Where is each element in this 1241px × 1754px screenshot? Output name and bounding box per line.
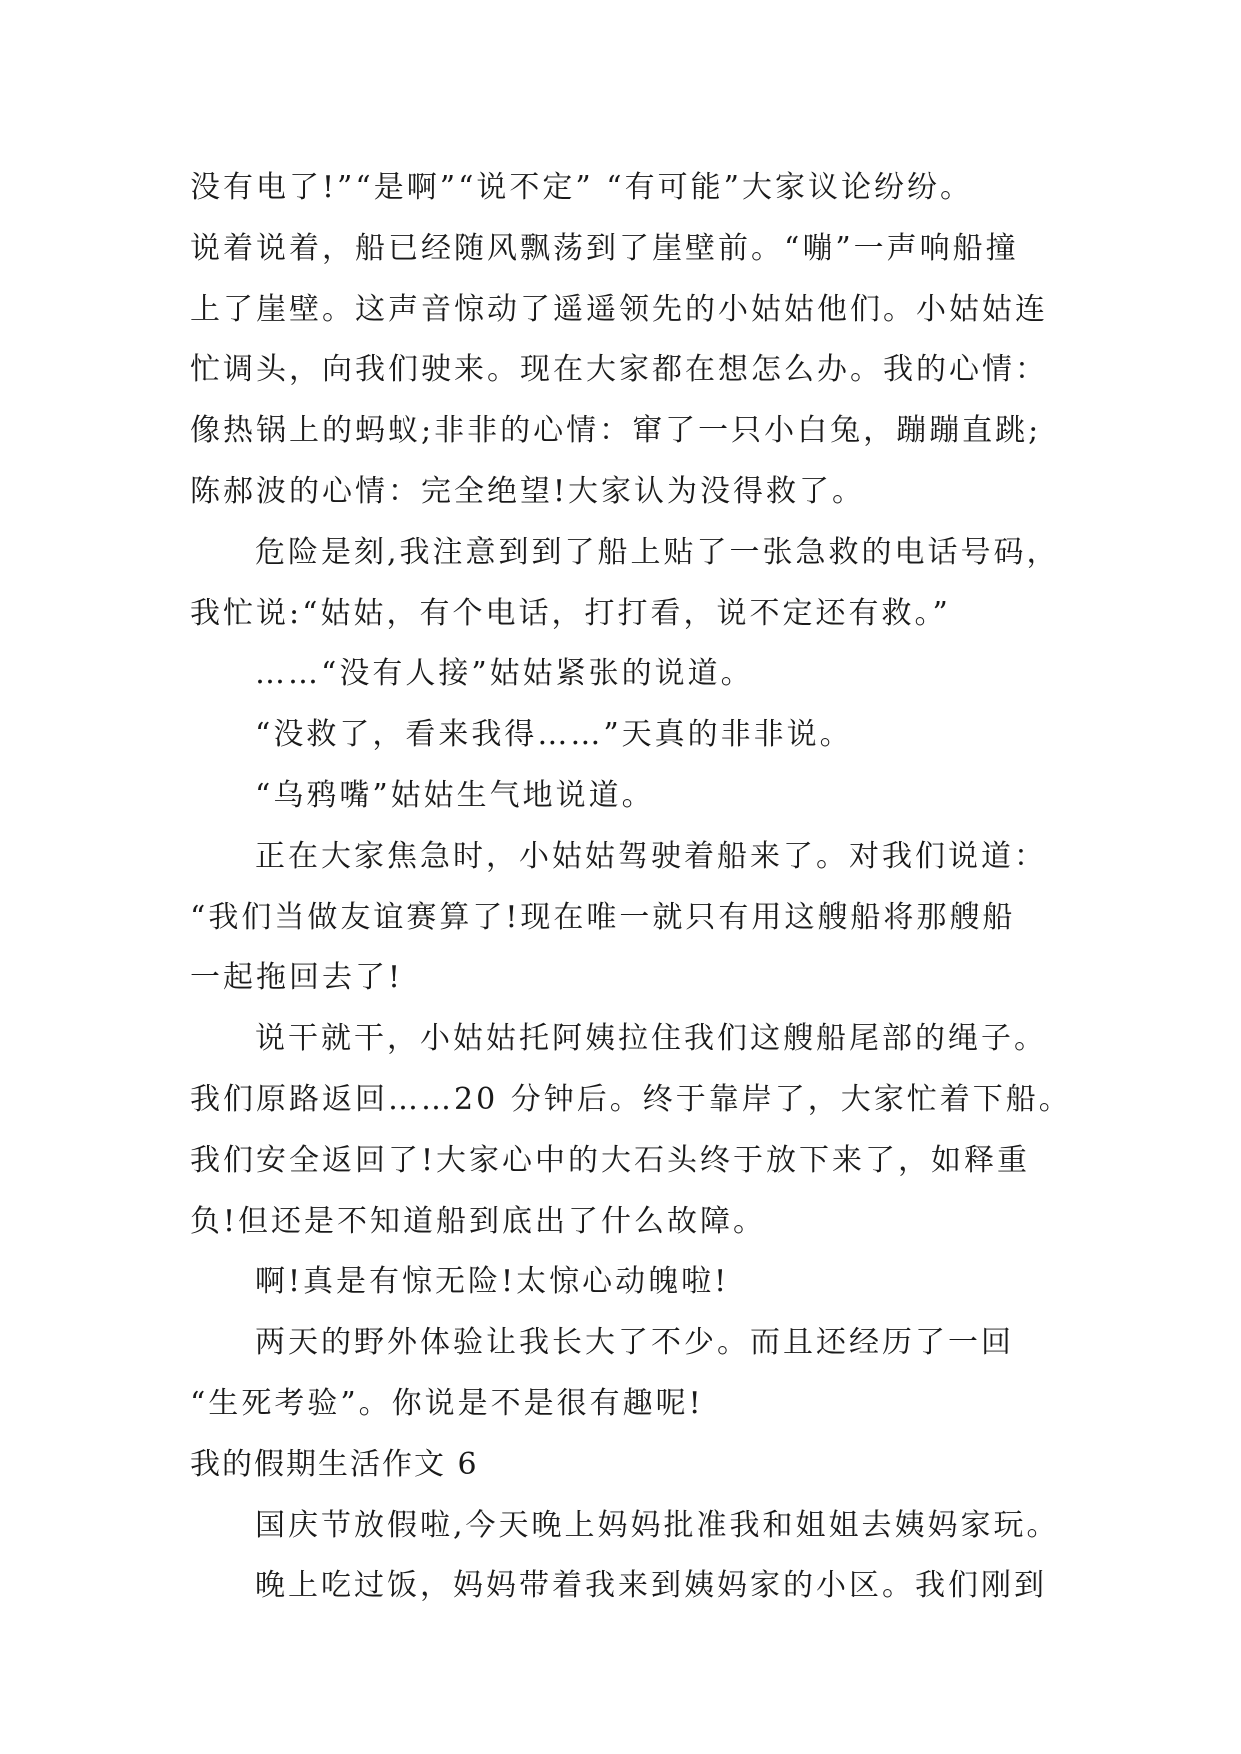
- paragraph-line: “乌鸦嘴”姑姑生气地说道。: [255, 777, 655, 813]
- paragraph-line: 说干就干，小姑姑托阿姨拉住我们这艘船尾部的绳子。: [255, 1021, 1047, 1057]
- paragraph-line: 上了崖壁。这声音惊动了遥遥领先的小姑姑他们。小姑姑连: [190, 291, 1048, 327]
- paragraph-line: ……“没有人接”姑姑紧张的说道。: [255, 656, 754, 692]
- paragraph-line: 忙调头，向我们驶来。现在大家都在想怎么办。我的心情：: [190, 352, 1048, 388]
- paragraph-line: 像热锅上的蚂蚁;非非的心情：窜了一只小白兔，蹦蹦直跳;: [190, 413, 1042, 449]
- paragraph-line: 我忙说:“姑姑，有个电话，打打看，说不定还有救。”: [190, 595, 951, 631]
- paragraph-line: “生死考验”。你说是不是很有趣呢!: [190, 1385, 704, 1421]
- paragraph-line: 负!但还是不知道船到底出了什么故障。: [190, 1203, 767, 1239]
- paragraph-line: 没有电了!”“是啊”“说不定” “有可能”大家议论纷纷。: [190, 170, 973, 205]
- paragraph-line: 两天的野外体验让我长大了不少。而且还经历了一回: [255, 1325, 1014, 1361]
- document-body: [190, 158, 1070, 1617]
- paragraph-line: 国庆节放假啦,今天晚上妈妈批准我和姐姐去姨妈家玩。: [255, 1507, 1060, 1543]
- paragraph-line: 我们原路返回……20 分钟后。终于靠岸了，大家忙着下船。: [190, 1081, 1072, 1117]
- paragraph-line: 一起拖回去了!: [190, 960, 404, 996]
- paragraph-line: 正在大家焦急时，小姑姑驾驶着船来了。对我们说道：: [255, 838, 1047, 874]
- section-heading: 我的假期生活作文 6: [190, 1446, 479, 1482]
- paragraph-line: 我们安全返回了!大家心中的大石头终于放下来了，如释重: [190, 1142, 1031, 1178]
- paragraph-line: “我们当做友谊赛算了!现在唯一就只有用这艘船将那艘船: [190, 899, 1016, 935]
- paragraph-line: 啊!真是有惊无险!太惊心动魄啦!: [255, 1264, 730, 1300]
- paragraph-line: 危险是刻,我注意到到了船上贴了一张急救的电话号码，: [255, 534, 1060, 570]
- paragraph-line: 陈郝波的心情：完全绝望!大家认为没得救了。: [190, 473, 866, 509]
- paragraph-line: “没救了，看来我得……”天真的非非说。: [255, 717, 853, 753]
- paragraph-line: 晚上吃过饭，妈妈带着我来到姨妈家的小区。我们刚到: [255, 1568, 1047, 1604]
- paragraph-line: 说着说着，船已经随风飘荡到了崖壁前。“嘣”一声响船撞: [190, 230, 1019, 266]
